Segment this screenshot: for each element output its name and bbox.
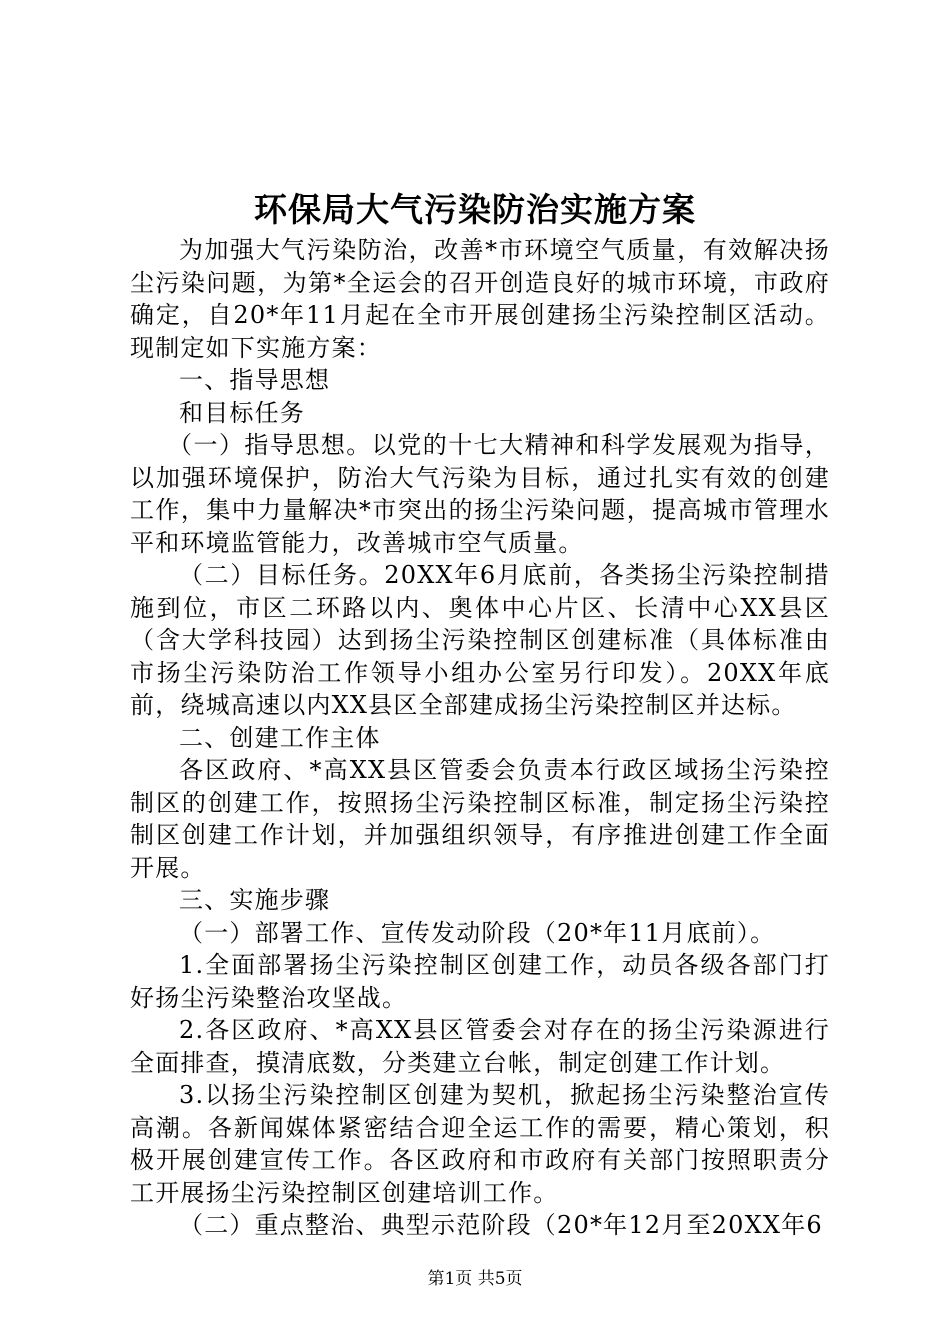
paragraph: 3.以扬尘污染控制区创建为契机，掀起扬尘污染整治宣传高潮。各新闻媒体紧密结合迎全运工作的需要，精心策划，积极开展创建宣传工作。各区政府和市政府有关部门按照职责分工开展扬尘污染控制区创建培训工作。 [130, 1081, 830, 1207]
paragraph: 三、实施步骤 [179, 886, 331, 914]
paragraph: 二、创建工作主体 [179, 723, 381, 752]
paragraph: （二）重点整治、典型示范阶段（20*年12月至20XX年6 [179, 1211, 823, 1239]
paragraph: 和目标任务 [179, 398, 305, 427]
paragraph: （二）目标任务。20XX年6月底前，各类扬尘污染控制措施到位，市区二环路以内、奥体中心片区、长清中心XX县区（含大学科技园）达到扬尘污染控制区创建标准（具体标准由市扬尘污染防治工作领导小组办公室另行印发）。20XX年底前，绕城高速以内XX县区全部建成扬尘污染控制区并达标。 [130, 561, 830, 719]
paragraph: 1.全面部署扬尘污染控制区创建工作，动员各级各部门打好扬尘污染整治攻坚战。 [130, 951, 830, 1012]
paragraph: 一、指导思想 [179, 366, 331, 394]
paragraph: 各区政府、*高XX县区管委会负责本行政区域扬尘污染控制区的创建工作，按照扬尘污染控制区标准，制定扬尘污染控制区创建工作计划，并加强组织领导，有序推进创建工作全面开展。 [130, 756, 830, 882]
document-title: 环保局大气污染防治实施方案 [254, 190, 696, 229]
document-body [130, 234, 830, 1242]
paragraph: （一）部署工作、宣传发动阶段（20*年11月底前）。 [179, 918, 776, 947]
paragraph: （一）指导思想。以党的十七大精神和科学发展观为指导，以加强环境保护，防治大气污染为目标，通过扎实有效的创建工作，集中力量解决*市突出的扬尘污染问题，提高城市管理水平和环境监管能力，改善城市空气质量。 [130, 431, 830, 557]
page-indicator: 第1页 共5页 [427, 1269, 523, 1289]
paragraph: 为加强大气污染防治，改善*市环境空气质量，有效解决扬尘污染问题，为第*全运会的召开创造良好的城市环境，市政府确定，自20*年11月起在全市开展创建扬尘污染控制区活动。现制定如下实施方案： [130, 236, 830, 362]
paragraph: 2.各区政府、*高XX县区管委会对存在的扬尘污染源进行全面排查，摸清底数，分类建立台帐，制定创建工作计划。 [130, 1016, 830, 1077]
